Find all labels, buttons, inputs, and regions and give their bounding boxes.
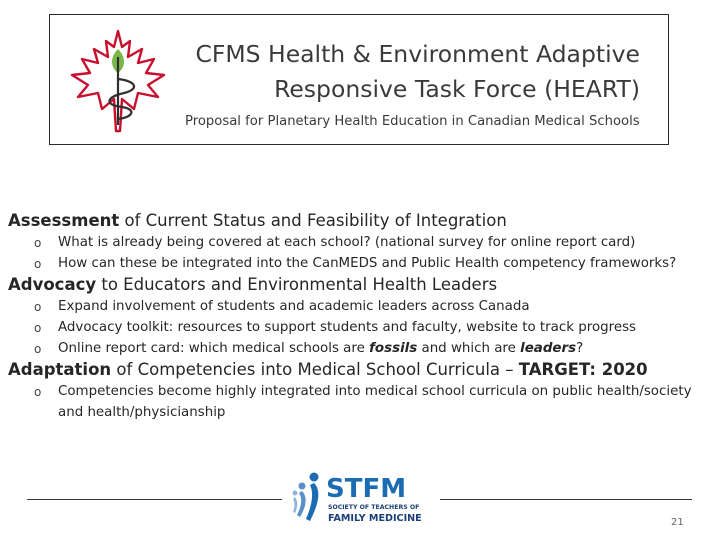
list-item-text: How can these be integrated into the CanMEDS and Public Health competency frameworks? — [58, 256, 677, 271]
footer-divider-left — [27, 499, 282, 500]
list-item — [8, 338, 713, 359]
stfm-logo — [292, 471, 432, 529]
target-label: TARGET: 2020 — [518, 360, 648, 379]
stfm-logo-line-1: SOCIETY OF TEACHERS OF — [328, 504, 420, 511]
title-banner — [49, 14, 669, 145]
heading-text: of Current Status and Feasibility of Integration — [119, 211, 507, 230]
banner-subtitle: Proposal for Planetary Health Education in Canadian Medical Schools — [185, 114, 640, 129]
fossils-emphasis: fossils — [369, 341, 418, 356]
bullet-icon: o — [34, 236, 42, 250]
bullet-icon: o — [34, 321, 42, 335]
report-card-text: Online report card: which medical schools are — [58, 341, 370, 356]
list-item-text: Advocacy toolkit: resources to support students and faculty, website to track progress — [58, 320, 637, 335]
stfm-figures-icon — [292, 471, 328, 529]
page-number: 21 — [671, 517, 684, 528]
report-card-end: ? — [576, 341, 584, 356]
stfm-logo-name: STFM — [326, 474, 407, 504]
bullet-icon: o — [34, 385, 42, 399]
stfm-logo-line-2: FAMILY MEDICINE — [328, 513, 422, 524]
heading-keyword: Advocacy — [8, 275, 97, 294]
section-heading-adaptation — [8, 359, 713, 381]
list-item-text: What is already being covered at each school? (national survey for online report card) — [58, 235, 636, 250]
leaders-emphasis: leaders — [520, 341, 577, 356]
heading-keyword: Adaptation — [8, 360, 112, 379]
list-item — [8, 381, 713, 423]
assessment-list — [8, 232, 713, 274]
heading-keyword: Assessment — [8, 211, 120, 230]
footer-divider-right — [440, 499, 692, 500]
banner-title — [195, 37, 640, 107]
bullet-icon: o — [34, 257, 42, 271]
list-item — [8, 232, 713, 253]
advocacy-list — [8, 296, 713, 359]
bullet-icon: o — [34, 300, 42, 314]
adaptation-list — [8, 381, 713, 423]
report-card-middle: and which are — [417, 341, 521, 356]
section-heading-assessment — [8, 210, 713, 232]
maple-leaf-caduceus-icon — [60, 27, 178, 135]
list-item-text: Competencies become highly integrated into medical school curricula on public health/society and health/physicianship — [58, 384, 692, 420]
banner-title-line-1: CFMS Health & Environment Adaptive — [195, 40, 640, 68]
heading-text: of Competencies into Medical School Curricula – — [111, 360, 519, 379]
section-heading-advocacy — [8, 274, 713, 296]
list-item — [8, 296, 713, 317]
bullet-icon: o — [34, 342, 42, 356]
heading-text: to Educators and Environmental Health Leaders — [96, 275, 498, 294]
list-item — [8, 253, 713, 274]
banner-title-line-2: Responsive Task Force (HEART) — [274, 75, 640, 103]
slide-body — [8, 210, 713, 423]
list-item-text: Expand involvement of students and academic leaders across Canada — [58, 299, 530, 314]
list-item — [8, 317, 713, 338]
